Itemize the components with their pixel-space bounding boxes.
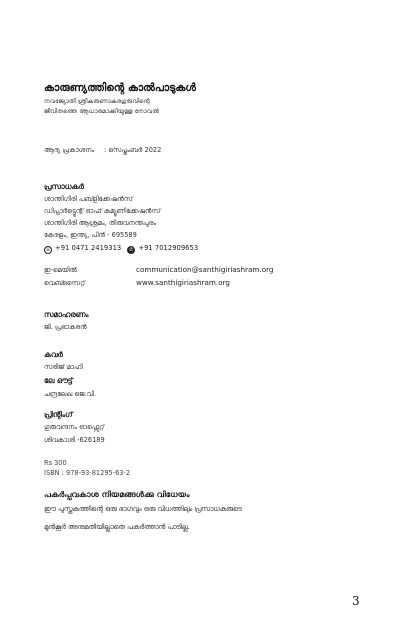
printing-heading: പ്രിന്റിംഗ് bbox=[44, 410, 73, 419]
compilation-name: ജി. പ്രഭാകരൻ bbox=[44, 323, 87, 331]
publisher-address: ശാന്തിഗിരി ആശ്രമം, തിരുവനന്തപുരം bbox=[44, 219, 157, 227]
cover-name: സരിജ് മാഹി bbox=[44, 363, 83, 371]
book-subtitle-line2: ജീവിതത്തെ ആധാരമാക്കിയുള്ള നോവൽ bbox=[44, 108, 160, 115]
publisher-state-pin: കേരളം, ഇന്ത്യ, പിൻ - 695589 bbox=[44, 231, 137, 239]
publisher-heading: പ്രസാധകർ bbox=[44, 182, 84, 191]
book-title: കാരുണ്യത്തിന്റെ കാൽപാടുകൾ bbox=[44, 82, 196, 94]
website-row bbox=[44, 270, 230, 289]
copyright-heading: പകർപ്പവകാശ നിയമങ്ങൾക്കു വിധേയം bbox=[44, 489, 190, 499]
publisher-department: ഡിപ്പാർട്ട്മെന്റ് ഓഫ് കമ്യൂണിക്കേഷൻസ് bbox=[44, 207, 161, 215]
compilation-heading: സമാഹരണം bbox=[44, 310, 89, 319]
page-number: 3 bbox=[352, 594, 360, 608]
publisher-contacts bbox=[44, 244, 198, 254]
phone-number: +91 0471 2419313 bbox=[55, 244, 122, 252]
price: Rs 300 bbox=[44, 459, 67, 467]
isbn: ISBN : 978-93-81295-63-2 bbox=[44, 469, 131, 477]
email-label: ഇ-മെയിൽ bbox=[44, 266, 77, 274]
copyright-line2: മുൻകൂർ അനുമതിയില്ലാതെ പകർത്താൻ പാടില്ല. bbox=[44, 523, 190, 531]
cover-heading: കവർ bbox=[44, 350, 63, 359]
website-url[interactable]: www.santhigiriashram.org bbox=[136, 278, 230, 287]
copyright-line1: ഈ പുസ്തകത്തിന്റെ ഒരു ഭാഗവും ഒരു വിധത്തിലും പ്രസാധകരുടെ bbox=[44, 505, 242, 513]
printer-name: ഗുരുവന്ദനം ഓഫ്സെറ്റ് bbox=[44, 423, 105, 431]
website-label: വെബ്സൈറ്റ് bbox=[44, 279, 86, 287]
layout-heading: ലേ ഔട്ട് bbox=[44, 376, 73, 385]
email-address[interactable]: communication@santhigiriashram.org bbox=[136, 265, 274, 274]
publisher-name: ശാന്തിഗിരി പബ്ളിക്കേഷൻസ് bbox=[44, 195, 133, 203]
layout-name: ചന്ദ്രലേഖ ജെ.വി. bbox=[44, 390, 97, 398]
printer-location: ശിവകാശി -626189 bbox=[44, 436, 105, 444]
whatsapp-icon: ✆ bbox=[129, 247, 134, 253]
book-subtitle-line1: നവജ്യോതി ശ്രീകരുണാകരഗുരുവിന്റെ bbox=[44, 98, 150, 105]
first-edition-date: : സെപ്തംബർ 2022 bbox=[104, 146, 162, 154]
phone-icon: ☏ bbox=[45, 247, 52, 253]
first-edition bbox=[44, 146, 161, 155]
whatsapp-number: +91 7012909653 bbox=[138, 244, 199, 252]
first-edition-label: ആദ്യ പ്രകാശനം bbox=[44, 146, 95, 154]
